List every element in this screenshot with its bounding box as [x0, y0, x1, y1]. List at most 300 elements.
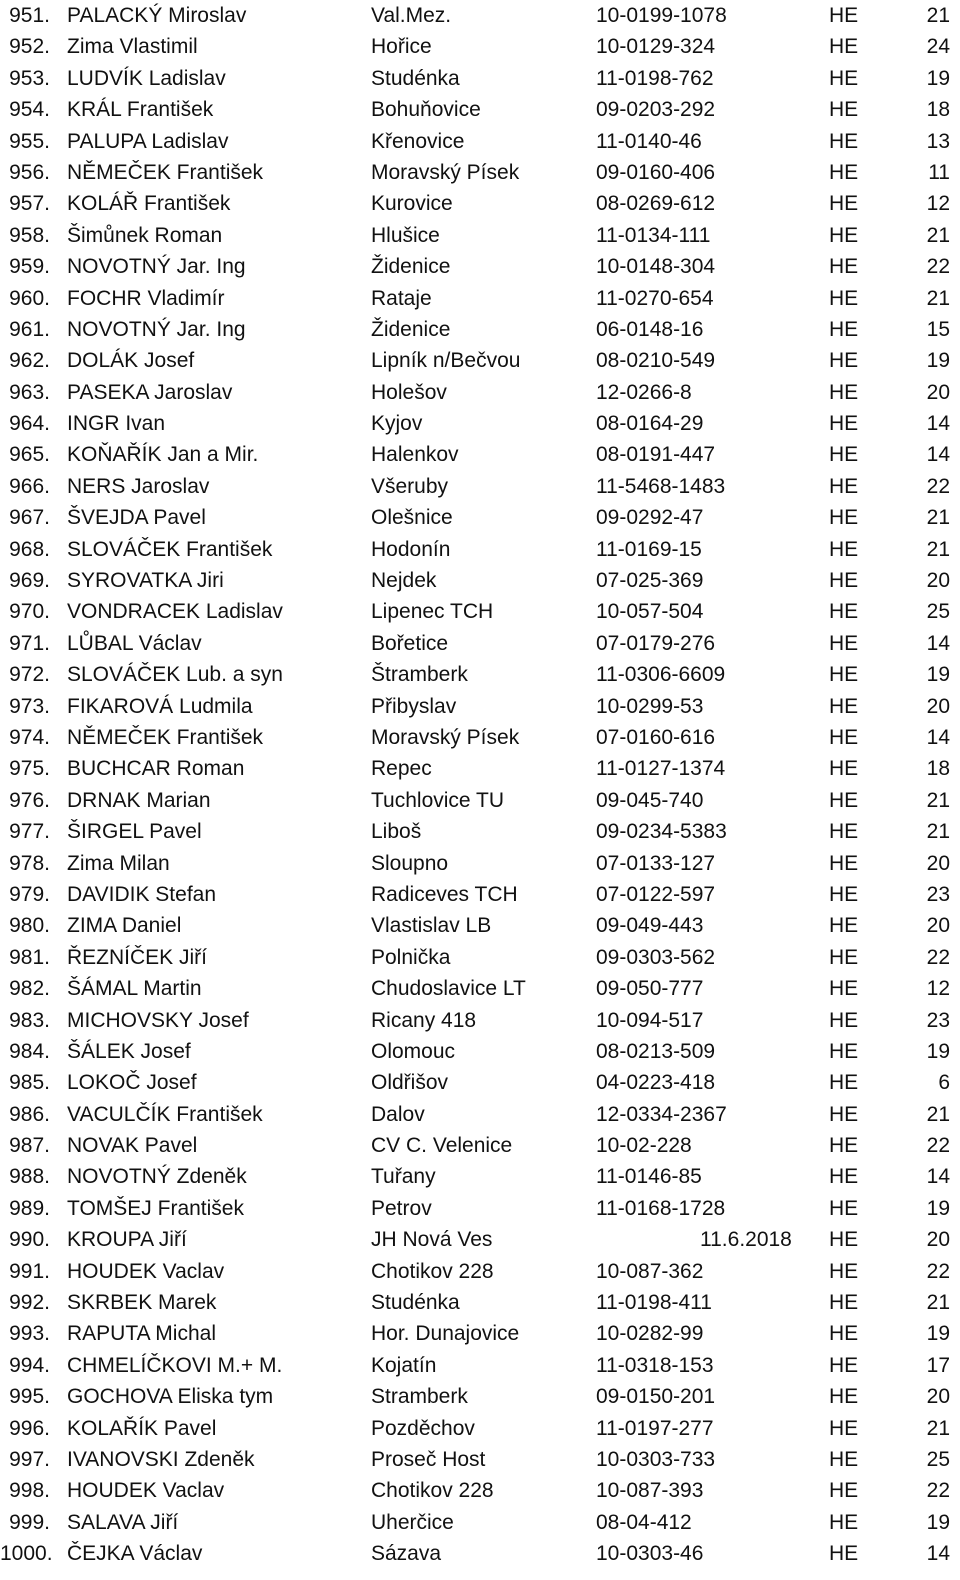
ring-number: 09-0292-47 — [596, 506, 704, 530]
table-row — [0, 1507, 960, 1538]
breeder-name: ZIMA Daniel — [67, 914, 182, 938]
table-row — [0, 345, 960, 376]
row-number: 1000. — [0, 1542, 53, 1566]
ring-number: 10-0148-304 — [596, 255, 716, 279]
ring-number: 04-0223-418 — [596, 1071, 716, 1095]
row-number: 993. — [9, 1322, 50, 1346]
row-number: 997. — [9, 1447, 50, 1471]
table-row — [0, 1099, 960, 1130]
locality: Studénka — [371, 66, 460, 90]
category: HE — [829, 694, 859, 718]
breeder-name: NERS Jaroslav — [67, 474, 210, 498]
locality: Tuchlovice TU — [371, 788, 505, 812]
row-number: 970. — [9, 600, 50, 624]
row-number: 981. — [9, 945, 50, 969]
ring-number: 09-050-777 — [596, 977, 704, 1001]
row-number: 967. — [9, 506, 50, 530]
row-number: 986. — [9, 1102, 50, 1126]
row-number: 969. — [9, 569, 50, 593]
category: HE — [829, 1134, 859, 1158]
table-row — [0, 1444, 960, 1475]
points: 21 — [926, 506, 950, 530]
row-number: 962. — [9, 349, 50, 373]
ring-number: 10-087-393 — [596, 1479, 704, 1503]
category: HE — [829, 66, 859, 90]
row-number: 980. — [9, 914, 50, 938]
row-number: 958. — [9, 223, 50, 247]
points: 23 — [926, 882, 950, 906]
category: HE — [829, 286, 859, 310]
breeder-name: DRNAK Marian — [67, 788, 211, 812]
points: 14 — [926, 412, 950, 436]
locality: Bohuňovice — [371, 98, 481, 122]
ring-number: 11-0306-6609 — [596, 663, 726, 687]
table-row — [0, 1036, 960, 1067]
points: 21 — [926, 4, 950, 27]
locality: Repec — [371, 757, 432, 781]
table-row — [0, 1287, 960, 1318]
locality: Hořice — [371, 35, 432, 59]
locality: Petrov — [371, 1196, 432, 1220]
breeder-name: ŠÁLEK Josef — [67, 1039, 191, 1063]
points: 23 — [926, 1008, 950, 1032]
ring-number: 08-0269-612 — [596, 192, 716, 216]
breeder-name: NOVAK Pavel — [67, 1134, 198, 1158]
locality: Oldřišov — [371, 1071, 449, 1095]
locality: Kurovice — [371, 192, 453, 216]
breeder-name: PASEKA Jaroslav — [67, 380, 233, 404]
locality: Holešov — [371, 380, 447, 404]
ring-number: 11-0270-654 — [596, 286, 714, 310]
breeder-name: SKRBEK Marek — [67, 1291, 217, 1315]
table-row — [0, 31, 960, 62]
table-row — [0, 1161, 960, 1192]
locality: Ricany 418 — [371, 1008, 477, 1032]
breeder-name: ŠÁMAL Martin — [67, 977, 202, 1001]
category: HE — [829, 380, 859, 404]
ring-number: 07-0122-597 — [596, 882, 716, 906]
table-row — [0, 973, 960, 1004]
points: 11 — [928, 160, 950, 184]
row-number: 982. — [9, 977, 50, 1001]
breeder-name: IVANOVSKI Zdeněk — [67, 1447, 255, 1471]
table-row — [0, 1005, 960, 1036]
ring-number: 10-02-228 — [596, 1134, 692, 1158]
points: 21 — [926, 223, 950, 247]
category: HE — [829, 1165, 859, 1189]
locality: Štramberk — [371, 663, 468, 687]
table-row — [0, 628, 960, 659]
locality: Bořetice — [371, 631, 449, 655]
locality: Olešnice — [371, 506, 453, 530]
ring-number: 11-0197-277 — [596, 1416, 714, 1440]
category: HE — [829, 1385, 859, 1409]
category: HE — [829, 317, 859, 341]
ring-number: 09-045-740 — [596, 788, 704, 812]
row-number: 991. — [9, 1259, 50, 1283]
category: HE — [829, 1447, 859, 1471]
row-number: 959. — [9, 255, 50, 279]
points: 21 — [926, 820, 950, 844]
table-row — [0, 785, 960, 816]
category: HE — [829, 223, 859, 247]
points: 21 — [926, 537, 950, 561]
points: 21 — [926, 286, 950, 310]
locality: Vlastislav LB — [371, 914, 492, 938]
points: 13 — [926, 129, 950, 153]
category: HE — [829, 820, 859, 844]
table-row — [0, 408, 960, 439]
category: HE — [829, 1008, 859, 1032]
breeder-name: LOKOČ Josef — [67, 1071, 197, 1095]
category: HE — [829, 1291, 859, 1315]
points: 19 — [926, 1196, 950, 1220]
table-row — [0, 1475, 960, 1506]
table-row — [0, 1130, 960, 1161]
points: 22 — [926, 255, 950, 279]
table-row — [0, 1350, 960, 1381]
points: 14 — [926, 725, 950, 749]
ring-number: 11.6.2018 — [700, 1228, 792, 1252]
table-row — [0, 1318, 960, 1349]
breeder-name: LUDVÍK Ladislav — [67, 66, 226, 90]
ring-number: 08-04-412 — [596, 1510, 692, 1534]
breeder-name: FOCHR Vladimír — [67, 286, 225, 310]
row-number: 985. — [9, 1071, 50, 1095]
row-number: 957. — [9, 192, 50, 216]
ring-number: 09-0150-201 — [596, 1385, 716, 1409]
row-number: 994. — [9, 1353, 50, 1377]
points: 6 — [938, 1071, 950, 1095]
breeder-name: BUCHCAR Roman — [67, 757, 245, 781]
row-number: 971. — [9, 631, 50, 655]
breeder-name: KOLÁŘ František — [67, 192, 231, 216]
table-row — [0, 1538, 960, 1569]
breeder-name: NOVOTNÝ Zdeněk — [67, 1165, 247, 1189]
table-row — [0, 283, 960, 314]
locality: Lipník n/Bečvou — [371, 349, 521, 373]
breeder-name: Šimůnek Roman — [67, 223, 223, 247]
breeder-name: Zima Vlastimil — [67, 35, 198, 59]
points: 20 — [926, 851, 950, 875]
row-number: 990. — [9, 1228, 50, 1252]
ring-number: 10-0282-99 — [596, 1322, 704, 1346]
table-row — [0, 1067, 960, 1098]
points: 19 — [926, 66, 950, 90]
points: 22 — [926, 474, 950, 498]
row-number: 975. — [9, 757, 50, 781]
row-number: 953. — [9, 66, 50, 90]
ring-number: 08-0191-447 — [596, 443, 716, 467]
points: 19 — [926, 1322, 950, 1346]
breeder-name: VACULČÍK František — [67, 1102, 263, 1126]
locality: JH Nová Ves — [371, 1228, 493, 1252]
ring-number: 11-0168-1728 — [596, 1196, 726, 1220]
row-number: 977. — [9, 820, 50, 844]
row-number: 995. — [9, 1385, 50, 1409]
table-row — [0, 63, 960, 94]
points: 14 — [926, 443, 950, 467]
locality: Olomouc — [371, 1039, 456, 1063]
category: HE — [829, 98, 859, 122]
category: HE — [829, 506, 859, 530]
points: 15 — [926, 317, 950, 341]
breeder-name: NĚMEČEK František — [67, 725, 264, 749]
table-row — [0, 1413, 960, 1444]
category: HE — [829, 129, 859, 153]
breeder-name: SYROVATKA Jiri — [67, 569, 224, 593]
breeder-name: KOŇAŘÍK Jan a Mir. — [67, 443, 259, 467]
points: 12 — [926, 192, 950, 216]
ring-number: 09-0303-562 — [596, 945, 716, 969]
locality: Křenovice — [371, 129, 465, 153]
table-row — [0, 1256, 960, 1287]
ring-number: 11-0127-1374 — [596, 757, 726, 781]
breeder-name: LŮBAL Václav — [67, 631, 202, 655]
ring-number: 07-0160-616 — [596, 725, 716, 749]
table-row — [0, 314, 960, 345]
table-row — [0, 534, 960, 565]
table-row — [0, 126, 960, 157]
category: HE — [829, 412, 859, 436]
ring-number: 08-0210-549 — [596, 349, 716, 373]
table-row — [0, 471, 960, 502]
breeder-name: HOUDEK Vaclav — [67, 1479, 225, 1503]
ring-number: 11-0134-111 — [596, 223, 711, 247]
points: 21 — [926, 1291, 950, 1315]
row-number: 954. — [9, 98, 50, 122]
row-number: 979. — [9, 882, 50, 906]
table-row — [0, 942, 960, 973]
ring-number: 09-0203-292 — [596, 98, 716, 122]
category: HE — [829, 663, 859, 687]
breeder-name: MICHOVSKY Josef — [67, 1008, 249, 1032]
points: 14 — [926, 1542, 950, 1566]
row-number: 999. — [9, 1510, 50, 1534]
ring-number: 10-0199-1078 — [596, 4, 727, 27]
row-number: 955. — [9, 129, 50, 153]
table-row — [0, 910, 960, 941]
locality: Kojatín — [371, 1353, 437, 1377]
category: HE — [829, 725, 859, 749]
row-number: 992. — [9, 1291, 50, 1315]
category: HE — [829, 977, 859, 1001]
locality: Pozděchov — [371, 1416, 475, 1440]
category: HE — [829, 757, 859, 781]
table-row — [0, 722, 960, 753]
breeder-name: INGR Ivan — [67, 412, 166, 436]
breeder-name: ČEJKA Václav — [67, 1542, 203, 1566]
points: 20 — [926, 380, 950, 404]
ring-number: 10-087-362 — [596, 1259, 704, 1283]
locality: Kyjov — [371, 412, 423, 436]
breeder-name: PALACKÝ Miroslav — [67, 4, 247, 27]
category: HE — [829, 192, 859, 216]
table-row — [0, 691, 960, 722]
table-row — [0, 1381, 960, 1412]
category: HE — [829, 1259, 859, 1283]
points: 18 — [926, 98, 950, 122]
row-number: 963. — [9, 380, 50, 404]
breeder-name: NĚMEČEK František — [67, 160, 264, 184]
locality: Rataje — [371, 286, 432, 310]
category: HE — [829, 255, 859, 279]
category: HE — [829, 1416, 859, 1440]
ring-number: 11-0169-15 — [596, 537, 702, 561]
locality: Sloupno — [371, 851, 449, 875]
ring-number: 11-5468-1483 — [596, 474, 726, 498]
category: HE — [829, 474, 859, 498]
category: HE — [829, 569, 859, 593]
breeder-name: VONDRACEK Ladislav — [67, 600, 283, 624]
row-number: 989. — [9, 1196, 50, 1220]
table-row — [0, 220, 960, 251]
ring-number: 08-0164-29 — [596, 412, 704, 436]
locality: Dalov — [371, 1102, 425, 1126]
category: HE — [829, 1196, 859, 1220]
table-row — [0, 94, 960, 125]
ring-number: 12-0266-8 — [596, 380, 692, 404]
table-row — [0, 753, 960, 784]
category: HE — [829, 1353, 859, 1377]
table-row — [0, 251, 960, 282]
locality: Radiceves TCH — [371, 882, 518, 906]
breeder-name: Zima Milan — [67, 851, 170, 875]
row-number: 964. — [9, 412, 50, 436]
breeder-name: TOMŠEJ František — [67, 1196, 244, 1220]
category: HE — [829, 443, 859, 467]
ring-number: 10-0303-46 — [596, 1542, 704, 1566]
points: 24 — [926, 35, 950, 59]
breeder-name: SLOVÁČEK Lub. a syn — [67, 663, 283, 687]
row-number: 951. — [9, 4, 50, 27]
points: 12 — [926, 977, 950, 1001]
ring-number: 09-049-443 — [596, 914, 704, 938]
row-number: 987. — [9, 1134, 50, 1158]
category: HE — [829, 600, 859, 624]
ring-number: 11-0146-85 — [596, 1165, 702, 1189]
category: HE — [829, 882, 859, 906]
category: HE — [829, 1228, 859, 1252]
locality: Chotikov 228 — [371, 1479, 494, 1503]
table-row — [0, 0, 960, 31]
points: 20 — [926, 914, 950, 938]
locality: Uherčice — [371, 1510, 454, 1534]
points: 21 — [926, 1102, 950, 1126]
points: 22 — [926, 1259, 950, 1283]
locality: CV C. Velenice — [371, 1134, 513, 1158]
locality: Tuřany — [371, 1165, 436, 1189]
ring-number: 08-0213-509 — [596, 1039, 716, 1063]
locality: Hlušice — [371, 223, 440, 247]
ring-number: 06-0148-16 — [596, 317, 704, 341]
row-number: 956. — [9, 160, 50, 184]
category: HE — [829, 1071, 859, 1095]
table-row — [0, 502, 960, 533]
points: 25 — [926, 1447, 950, 1471]
table-row — [0, 1193, 960, 1224]
points: 20 — [926, 1385, 950, 1409]
table-row — [0, 848, 960, 879]
locality: Val.Mez. — [371, 4, 452, 27]
locality: Všeruby — [371, 474, 449, 498]
row-number: 984. — [9, 1039, 50, 1063]
points: 19 — [926, 1510, 950, 1534]
locality: Studénka — [371, 1291, 460, 1315]
locality: Liboš — [371, 820, 422, 844]
breeder-name: KROUPA Jiří — [67, 1228, 187, 1252]
locality: Chotikov 228 — [371, 1259, 494, 1283]
breeder-name: CHMELÍČKOVI M.+ M. — [67, 1353, 283, 1377]
row-number: 961. — [9, 317, 50, 341]
category: HE — [829, 35, 859, 59]
locality: Lipenec TCH — [371, 600, 494, 624]
category: HE — [829, 349, 859, 373]
row-number: 988. — [9, 1165, 50, 1189]
locality: Moravský Písek — [371, 160, 520, 184]
breeder-name: KRÁL František — [67, 98, 214, 122]
category: HE — [829, 914, 859, 938]
breeder-name: DOLÁK Josef — [67, 349, 195, 373]
row-number: 968. — [9, 537, 50, 561]
category: HE — [829, 631, 859, 655]
breeder-name: SALAVA Jiří — [67, 1510, 179, 1534]
breeder-name: ŠVEJDA Pavel — [67, 506, 206, 530]
category: HE — [829, 851, 859, 875]
breeder-name: KOLAŘÍK Pavel — [67, 1416, 217, 1440]
ring-number: 09-0160-406 — [596, 160, 716, 184]
category: HE — [829, 1322, 859, 1346]
category: HE — [829, 4, 859, 27]
table-row — [0, 1224, 960, 1255]
points: 22 — [926, 1134, 950, 1158]
points: 22 — [926, 945, 950, 969]
locality: Židenice — [371, 317, 451, 341]
table-row — [0, 157, 960, 188]
locality: Přibyslav — [371, 694, 457, 718]
points: 19 — [926, 663, 950, 687]
ring-number: 10-094-517 — [596, 1008, 704, 1032]
row-number: 966. — [9, 474, 50, 498]
locality: Moravský Písek — [371, 725, 520, 749]
table-row — [0, 188, 960, 219]
ring-number: 07-025-369 — [596, 569, 704, 593]
breeder-name: PALUPA Ladislav — [67, 129, 229, 153]
points: 14 — [926, 631, 950, 655]
locality: Hodonín — [371, 537, 451, 561]
table-row — [0, 879, 960, 910]
locality: Hor. Dunajovice — [371, 1322, 520, 1346]
ring-number: 10-057-504 — [596, 600, 704, 624]
row-number: 952. — [9, 35, 50, 59]
ring-number: 09-0234-5383 — [596, 820, 727, 844]
table-row — [0, 596, 960, 627]
category: HE — [829, 1102, 859, 1126]
breeder-name: HOUDEK Vaclav — [67, 1259, 225, 1283]
ring-number: 11-0198-762 — [596, 66, 714, 90]
row-number: 973. — [9, 694, 50, 718]
ring-number: 12-0334-2367 — [596, 1102, 727, 1126]
locality: Sázava — [371, 1542, 442, 1566]
row-number: 960. — [9, 286, 50, 310]
ring-number: 11-0140-46 — [596, 129, 702, 153]
table-row — [0, 565, 960, 596]
table-row — [0, 659, 960, 690]
breeder-name: RAPUTA Michal — [67, 1322, 216, 1346]
table-row — [0, 377, 960, 408]
row-number: 983. — [9, 1008, 50, 1032]
breeder-name: FIKAROVÁ Ludmila — [67, 694, 253, 718]
